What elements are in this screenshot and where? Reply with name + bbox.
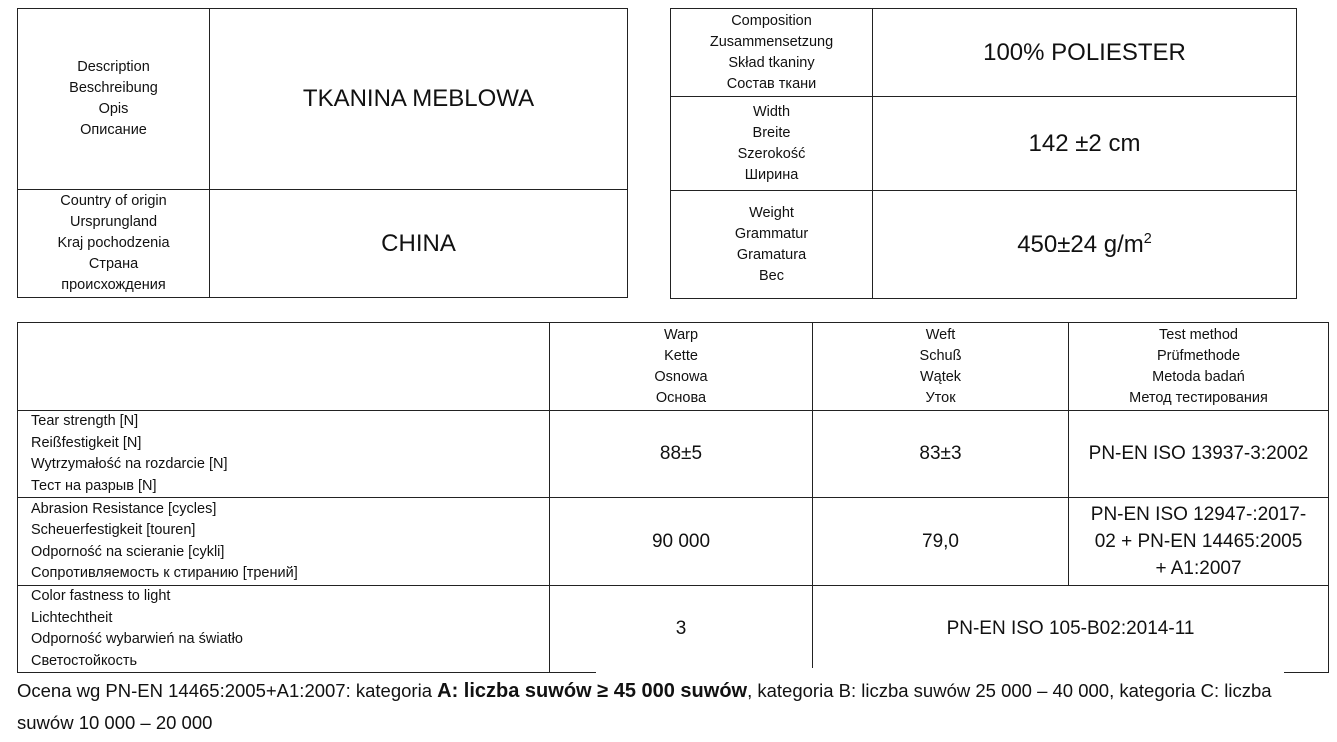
row-label-line: Color fastness to light — [31, 588, 171, 604]
label-line: Weight — [749, 204, 794, 221]
product-info-table — [17, 8, 628, 298]
table-row — [18, 498, 1329, 586]
header-line: Kette — [664, 347, 698, 364]
abrasion-method-value — [1069, 498, 1329, 586]
weight-value — [873, 191, 1297, 299]
label-line: Описание — [80, 122, 147, 138]
origin-value: CHINA — [210, 190, 628, 298]
weight-label — [671, 191, 873, 299]
row-label-line: Сопротивляемость к стиранию [трений] — [31, 565, 298, 581]
label-line: Breite — [752, 124, 791, 141]
label-line: Country of origin — [60, 193, 167, 209]
empty-header-cell — [18, 323, 550, 411]
row-label-line: Tear strength [N] — [31, 413, 139, 429]
label-line: Zusammensetzung — [709, 33, 834, 50]
abrasion-rating-note — [17, 675, 1327, 738]
method-header — [1069, 323, 1329, 411]
header-line: Prüfmethode — [1156, 347, 1241, 364]
color-fastness-method: PN-EN ISO 105-B02:2014-11 — [813, 586, 1329, 673]
abrasion-warp-value: 90 000 — [550, 498, 813, 586]
header-line: Метод тестирования — [1129, 389, 1268, 406]
weight-number: 450±24 g/m — [1017, 230, 1144, 258]
header-line: Metoda badań — [1152, 368, 1245, 385]
label-line: Страна — [88, 256, 139, 272]
weft-header — [813, 323, 1069, 411]
label-line: Gramatura — [736, 246, 807, 263]
row-label-line: Reißfestigkeit [N] — [31, 434, 142, 451]
color-fastness-label — [18, 586, 550, 673]
warp-header — [550, 323, 813, 411]
tear-method-value: PN-EN ISO 13937-3:2002 — [1069, 411, 1329, 498]
label-line: Description — [77, 59, 150, 75]
method-line: + A1:2007 — [1155, 558, 1242, 579]
fabric-spec-table — [670, 8, 1297, 299]
label-line: Composition — [731, 12, 812, 29]
label-line: Szerokość — [737, 145, 806, 162]
abrasion-weft-value: 79,0 — [813, 498, 1069, 586]
row-label-line: Wytrzymałość na rozdarcie [N] — [31, 456, 228, 472]
tear-strength-label — [18, 411, 550, 498]
border-gap — [596, 668, 1284, 674]
header-line: Test method — [1159, 326, 1238, 343]
label-line: Kraj pochodzenia — [57, 235, 170, 251]
note-bold: A: liczba suwów ≥ 45 000 suwów — [437, 680, 748, 702]
table-row — [18, 411, 1329, 498]
tear-warp-value: 88±5 — [550, 411, 813, 498]
row-label-line: Abrasion Resistance [cycles] — [31, 500, 217, 517]
test-results-table — [17, 322, 1329, 673]
method-line: 02 + PN-EN 14465:2005 — [1094, 531, 1303, 552]
row-label-line: Светостойкость — [31, 652, 138, 669]
header-line: Wątek — [919, 368, 962, 385]
label-line: Opis — [98, 101, 129, 117]
header-line: Основа — [655, 389, 707, 406]
table-row — [18, 586, 1329, 673]
method-line: PN-EN ISO 12947-:2017- — [1090, 504, 1307, 525]
header-line: Weft — [925, 326, 956, 343]
description-label — [18, 9, 210, 190]
header-line: Warp — [663, 326, 699, 343]
label-line: Beschreibung — [69, 80, 158, 96]
row-label-line: Odporność na scieranie [cykli] — [31, 543, 225, 560]
composition-label — [671, 9, 873, 97]
label-line: Width — [752, 103, 791, 120]
header-line: Osnowa — [654, 368, 708, 385]
width-value: 142 ±2 cm — [873, 97, 1297, 191]
label-line: Ширина — [744, 166, 799, 183]
note-suffix: , kategoria B: liczba suwów 25 000 – 40 000, kategoria C: liczba suwów 10 000 – 20 000 — [17, 680, 1272, 733]
width-label — [671, 97, 873, 191]
origin-label — [18, 190, 210, 298]
abrasion-label — [18, 498, 550, 586]
row-label-line: Scheuerfestigkeit [touren] — [31, 522, 196, 538]
header-line: Уток — [925, 389, 956, 406]
label-line: Ursprungland — [69, 214, 158, 230]
label-line: Grammatur — [734, 225, 809, 242]
composition-value: 100% POLIESTER — [873, 9, 1297, 97]
label-line: Skład tkaniny — [728, 54, 815, 71]
label-line: происхождения — [61, 277, 166, 293]
note-prefix: Ocena wg PN-EN 14465:2005+A1:2007: kategoria — [17, 680, 438, 701]
tear-weft-value: 83±3 — [813, 411, 1069, 498]
description-value: TKANINA MEBLOWA — [210, 9, 628, 190]
header-line: Schuß — [919, 347, 962, 364]
row-label-line: Odporność wybarwień na światło — [31, 631, 243, 647]
label-line: Состав ткани — [726, 75, 817, 92]
color-fastness-value: 3 — [550, 586, 813, 673]
row-label-line: Тест на разрыв [N] — [31, 477, 157, 494]
row-label-line: Lichtechtheit — [31, 609, 113, 626]
label-line: Вес — [759, 267, 784, 284]
weight-exponent: 2 — [1143, 230, 1152, 247]
